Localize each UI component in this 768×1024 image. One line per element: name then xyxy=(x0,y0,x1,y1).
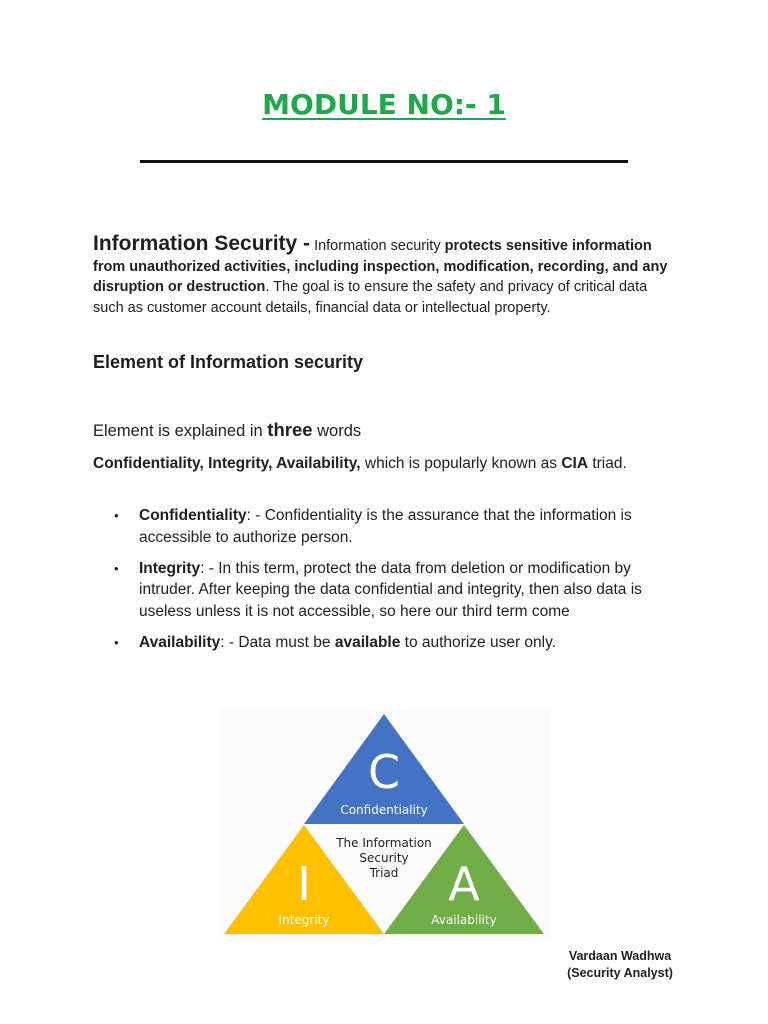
signature xyxy=(540,948,700,982)
bullet-term: Confidentiality xyxy=(139,507,247,524)
title-rule xyxy=(140,160,628,163)
section-heading: Element of Information security xyxy=(93,352,364,372)
cia-end: triad. xyxy=(592,455,627,472)
c-label: Confidentiality xyxy=(340,803,428,817)
explained-suffix: words xyxy=(317,422,362,440)
a-letter: A xyxy=(448,857,480,911)
intro-heading: Information Security - xyxy=(93,232,311,255)
triad-center-line-3: Triad xyxy=(369,866,399,880)
a-label: Availability xyxy=(431,913,497,927)
c-letter: C xyxy=(367,745,401,799)
bullet-text: : - Confidentiality is the assurance that the information is accessible to authorize person. xyxy=(139,507,632,546)
bullet-icon: • xyxy=(114,508,119,523)
explained-emphasis: three xyxy=(267,419,313,440)
intro-bold-text: protects sensitive information from unauthorized activities, including inspection, modification, recording, and any disruption or destruction xyxy=(93,238,668,295)
triad-center-line-1: The Information xyxy=(336,836,432,850)
explained-line xyxy=(93,419,361,441)
bullet-term: Integrity xyxy=(139,559,201,577)
cia-acronym: CIA xyxy=(561,455,589,472)
bullet-term: Availability xyxy=(139,633,221,651)
i-letter: I xyxy=(297,857,311,911)
cia-line xyxy=(93,453,678,475)
cia-triad-diagram xyxy=(220,708,550,938)
explained-prefix: Element is explained in xyxy=(93,422,263,440)
cia-middle: which is popularly known as xyxy=(364,455,557,472)
signature-name: Vardaan Wadhwa xyxy=(568,949,672,963)
bullet-icon: • xyxy=(114,560,119,576)
intro-rest: . The goal is to ensure the safety and privacy of critical data such as customer account details, financial data or intellectual property. xyxy=(93,279,648,316)
bullet-bold: available xyxy=(334,633,401,651)
i-label: Integrity xyxy=(278,913,330,927)
signature-role: (Security Analyst) xyxy=(567,966,673,980)
intro-paragraph xyxy=(93,234,678,318)
element-list xyxy=(110,505,685,663)
list-item-confidentiality xyxy=(110,505,685,548)
bullet-text: : - Data must be xyxy=(220,633,331,651)
triad-center-line-2: Security xyxy=(359,851,409,865)
list-item-integrity xyxy=(110,558,685,623)
cia-terms: Confidentiality, Integrity, Availability, xyxy=(93,455,361,472)
bullet-text-after: to authorize user only. xyxy=(404,633,557,651)
bullet-text: : - In this term, protect the data from deletion or modification by intruder. After keeping the data confidential and integrity, then also data is useless unless it is not accessible, so here our third term come xyxy=(139,559,642,620)
list-item-availability xyxy=(110,632,685,654)
bullet-icon: • xyxy=(114,634,119,650)
intro-lead: Information security xyxy=(314,238,441,254)
module-title: MODULE NO:- 1 xyxy=(262,88,506,121)
